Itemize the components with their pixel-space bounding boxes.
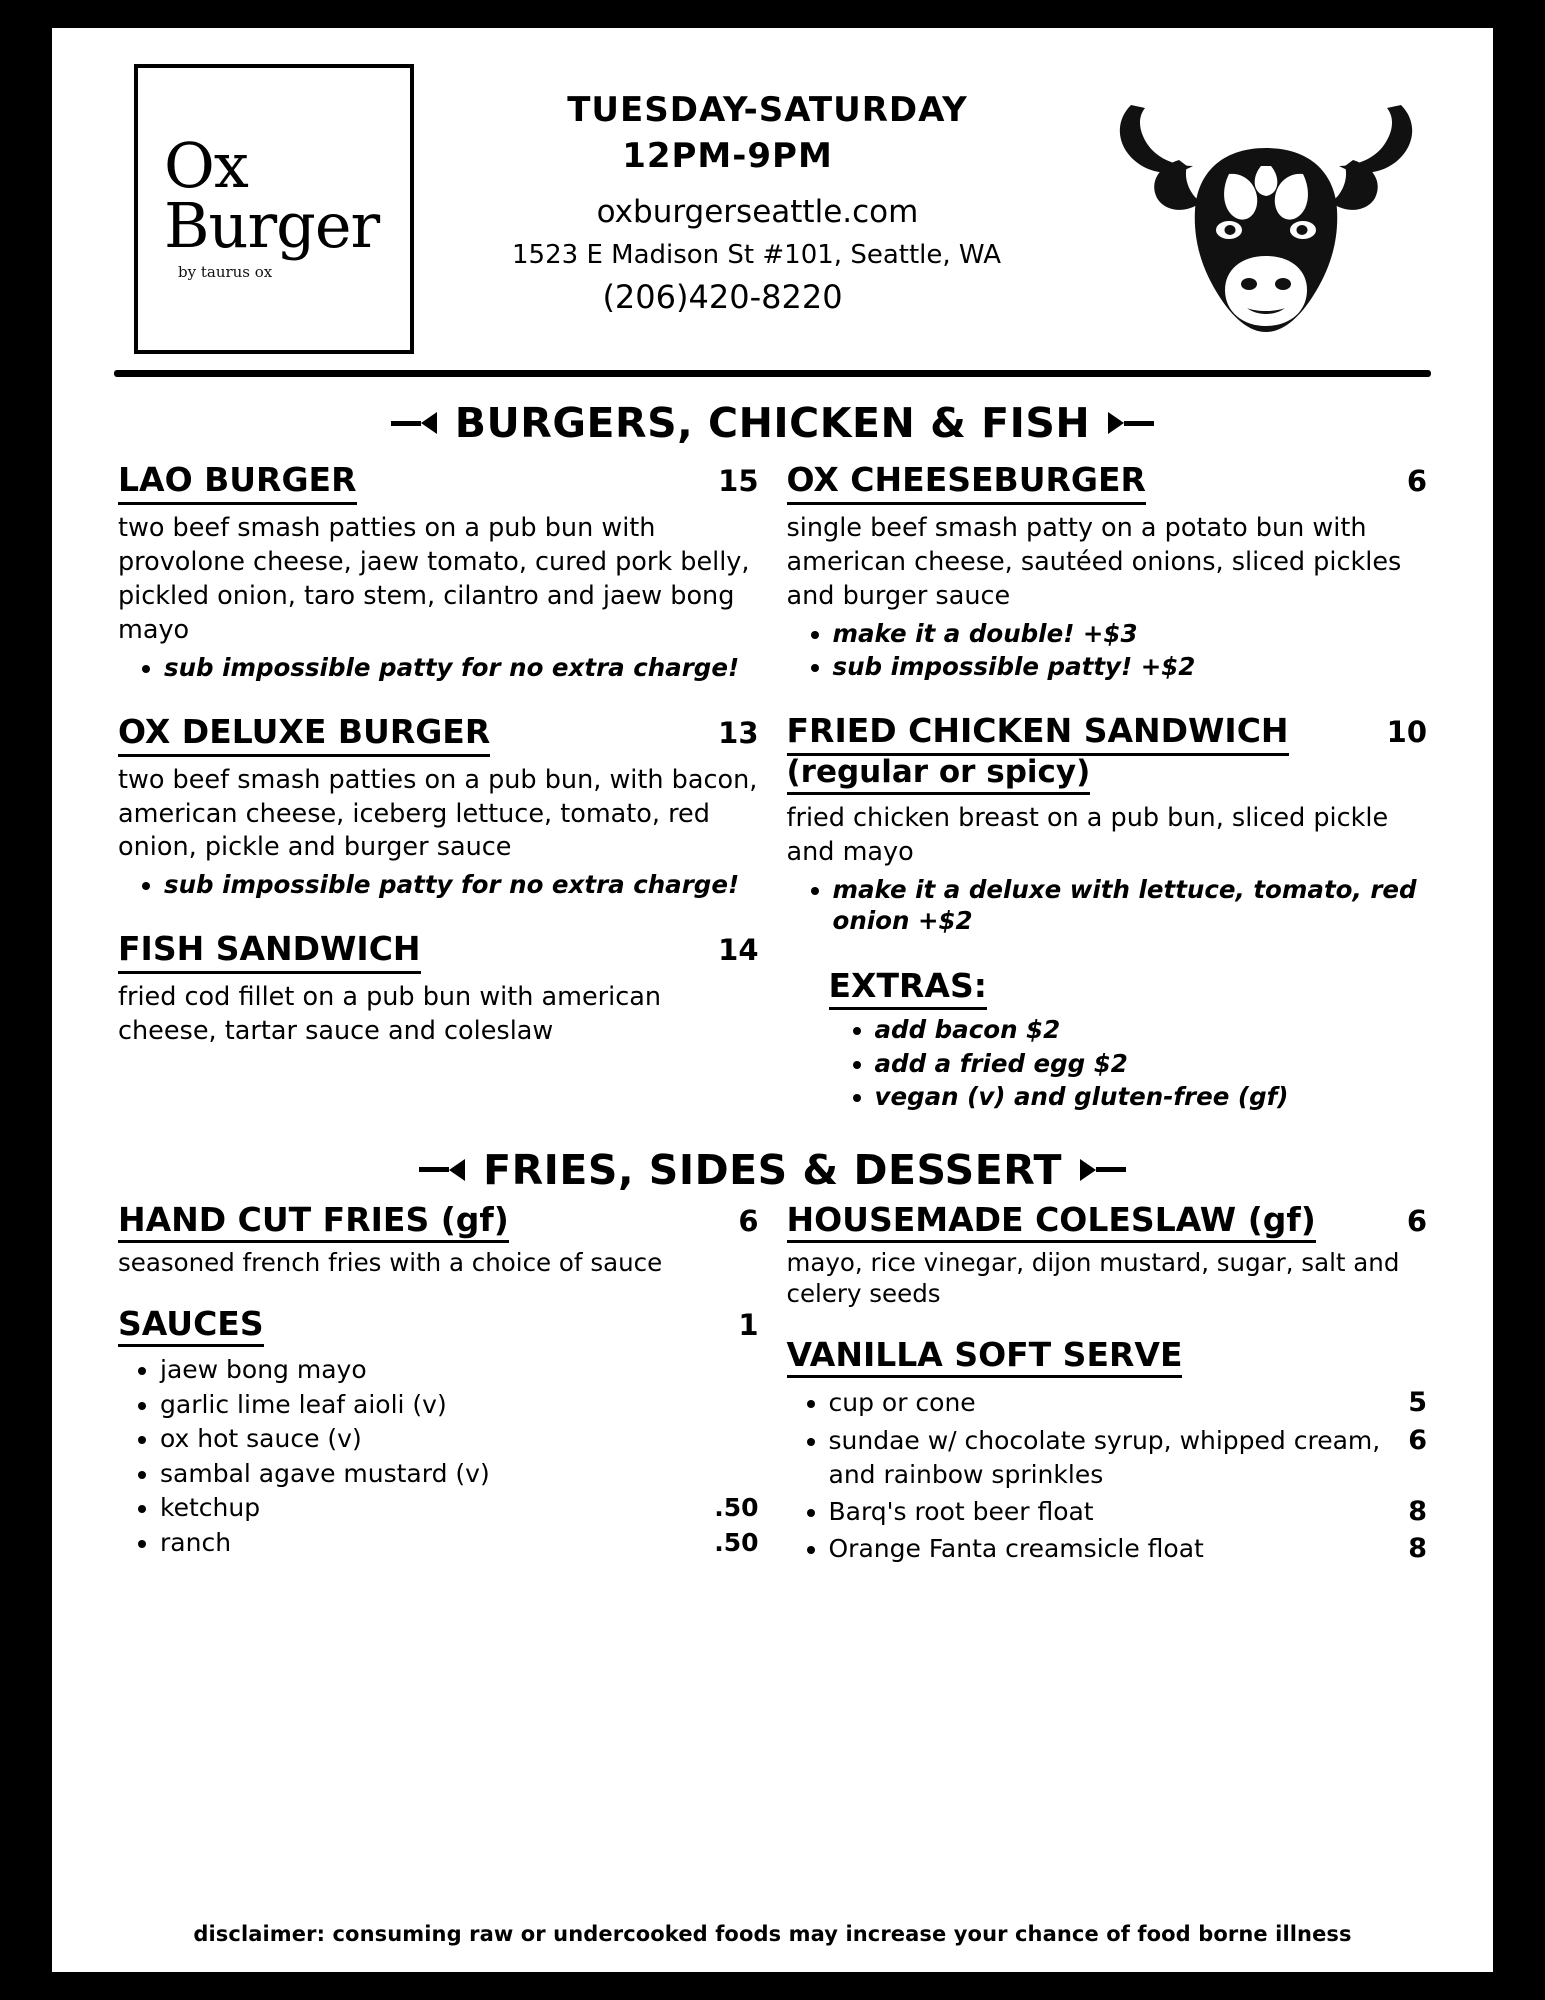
item-name: SAUCES bbox=[118, 1304, 264, 1347]
item-name: LAO BURGER bbox=[118, 461, 357, 505]
sauce-price: .50 bbox=[714, 1493, 759, 1523]
list-item bbox=[160, 1457, 759, 1492]
item-note: • sub impossible patty for no extra charge! bbox=[164, 652, 759, 683]
item-name-text: HAND CUT FRIES bbox=[118, 1199, 430, 1239]
sauce-price: .50 bbox=[714, 1527, 759, 1557]
extras-list bbox=[829, 1014, 1428, 1111]
list-item bbox=[160, 1491, 759, 1526]
item-note: • sub impossible patty for no extra charge! bbox=[164, 869, 759, 900]
list-item bbox=[160, 1526, 759, 1561]
sauce-label: • ketchup bbox=[160, 1493, 261, 1523]
item-description: seasoned french fries with a choice of sauce bbox=[118, 1247, 663, 1277]
sides-column-right bbox=[787, 1200, 1428, 1567]
sauces-list bbox=[118, 1353, 759, 1560]
list-item bbox=[160, 1388, 759, 1423]
menu-item-housemade-coleslaw bbox=[787, 1200, 1428, 1310]
address-text: 1523 E Madison St #101, Seattle, WA bbox=[512, 239, 1001, 270]
sauce-label: • jaew bong mayo bbox=[160, 1355, 367, 1385]
item-name bbox=[118, 1200, 509, 1243]
item-note: • make it a double! +$3 bbox=[833, 618, 1428, 649]
dessert-label: • sundae w/ chocolate syrup, whipped cream, and rainbow sprinkles bbox=[828, 1425, 1381, 1490]
section-title-text: FRIES, SIDES & DESSERT bbox=[483, 1145, 1062, 1194]
list-item bbox=[829, 1384, 1428, 1421]
item-name-suffix: (gf) bbox=[440, 1199, 509, 1239]
menu-columns bbox=[104, 461, 1441, 1142]
logo-line-2: Burger bbox=[164, 189, 380, 263]
sauce-label: • sambal agave mustard (v) bbox=[160, 1458, 490, 1488]
item-price: 10 bbox=[1386, 714, 1427, 749]
menu-item-sauces bbox=[118, 1304, 759, 1560]
menu-item-lao-burger bbox=[118, 461, 759, 683]
item-price: 6 bbox=[738, 1203, 759, 1238]
menu-page bbox=[52, 28, 1493, 1972]
extras-title: EXTRAS: bbox=[829, 966, 987, 1010]
soft-serve-list bbox=[787, 1384, 1428, 1567]
menu-item-vanilla-soft-serve bbox=[787, 1335, 1428, 1567]
item-notes bbox=[118, 869, 759, 900]
sauce-label: • ox hot sauce (v) bbox=[160, 1424, 362, 1454]
item-price: 13 bbox=[718, 715, 759, 750]
item-name-text: HOUSEMADE COLESLAW bbox=[786, 1199, 1237, 1239]
dessert-label: • cup or cone bbox=[828, 1388, 976, 1418]
item-description: mayo, rice vinegar, dijon mustard, sugar, salt and celery seeds bbox=[786, 1247, 1400, 1309]
extras-item: • add a fried egg $2 bbox=[875, 1048, 1428, 1079]
ox-head-icon bbox=[1101, 70, 1431, 360]
menu-header bbox=[104, 54, 1441, 360]
sauce-label: • ranch bbox=[160, 1527, 232, 1557]
list-item bbox=[160, 1422, 759, 1457]
dessert-price: 6 bbox=[1408, 1424, 1427, 1456]
item-price: 6 bbox=[1406, 464, 1427, 498]
dessert-label: • Barq's root beer float bbox=[828, 1496, 1094, 1526]
item-price: 15 bbox=[718, 464, 759, 498]
sides-column-left bbox=[118, 1200, 759, 1567]
section-heading-fries bbox=[104, 1146, 1441, 1194]
phone-number[interactable]: (206)420-8220 bbox=[602, 277, 843, 316]
sauce-label: • garlic lime leaf aioli (v) bbox=[160, 1389, 447, 1419]
menu-column-left bbox=[118, 461, 759, 1142]
hours-days: TUESDAY-SATURDAY bbox=[567, 90, 968, 130]
item-name: OX DELUXE BURGER bbox=[118, 713, 490, 757]
item-notes bbox=[118, 652, 759, 683]
item-notes bbox=[787, 874, 1428, 936]
item-price: 1 bbox=[738, 1308, 759, 1343]
item-description: two beef smash patties on a pub bun, with bacon, american cheese, iceberg lettuce, tomato, red onion, pickle and burger sauce bbox=[118, 764, 758, 863]
item-name: OX CHEESEBURGER bbox=[787, 461, 1146, 505]
item-price: 14 bbox=[718, 933, 759, 968]
item-price: 6 bbox=[1406, 1203, 1427, 1238]
item-name-second-line: (regular or spicy) bbox=[787, 754, 1091, 796]
list-item bbox=[829, 1422, 1428, 1493]
item-description: fried cod fillet on a pub bun with american cheese, tartar sauce and coleslaw bbox=[118, 982, 662, 1047]
section-title-text: BURGERS, CHICKEN & FISH bbox=[454, 399, 1091, 447]
dessert-price: 8 bbox=[1408, 1532, 1427, 1564]
item-description: single beef smash patty on a potato bun with american cheese, sautéed onions, sliced pickles and burger sauce bbox=[786, 512, 1402, 611]
header-divider bbox=[114, 370, 1431, 377]
extras-item: • vegan (v) and gluten-free (gf) bbox=[875, 1081, 1428, 1112]
list-item bbox=[160, 1353, 759, 1388]
item-name: FISH SANDWICH bbox=[118, 930, 421, 974]
item-name: FRIED CHICKEN SANDWICH bbox=[787, 712, 1289, 756]
menu-extras bbox=[787, 966, 1428, 1111]
item-notes bbox=[787, 618, 1428, 682]
logo-subtitle: by taurus ox bbox=[178, 263, 273, 282]
dessert-label: • Orange Fanta creamsicle float bbox=[828, 1533, 1204, 1563]
section-heading-burgers bbox=[104, 399, 1441, 447]
item-name: VANILLA SOFT SERVE bbox=[787, 1335, 1183, 1378]
item-name-suffix: (gf) bbox=[1247, 1199, 1316, 1239]
menu-item-ox-deluxe-burger bbox=[118, 713, 759, 901]
menu-item-fish-sandwich bbox=[118, 930, 759, 1049]
list-item bbox=[829, 1493, 1428, 1530]
item-description: fried chicken breast on a pub bun, sliced pickle and mayo bbox=[786, 803, 1389, 868]
item-note: • make it a deluxe with lettuce, tomato, red onion +$2 bbox=[833, 874, 1428, 936]
extras-item: • add bacon $2 bbox=[875, 1014, 1428, 1045]
dessert-price: 8 bbox=[1408, 1495, 1427, 1527]
website-link[interactable]: oxburgerseattle.com bbox=[596, 193, 919, 230]
menu-column-right bbox=[787, 461, 1428, 1142]
menu-item-ox-cheeseburger bbox=[787, 461, 1428, 682]
item-description: two beef smash patties on a pub bun with provolone cheese, jaew tomato, cured pork belly, pickled onion, taro stem, cilantro and jaew bong mayo bbox=[118, 512, 750, 645]
dessert-price: 5 bbox=[1408, 1387, 1427, 1419]
sides-columns bbox=[104, 1200, 1441, 1567]
disclaimer-text: disclaimer: consuming raw or undercooked foods may increase your chance of food borne illness bbox=[193, 1922, 1352, 1946]
menu-item-fried-chicken-sandwich bbox=[787, 712, 1428, 937]
header-info bbox=[404, 64, 1131, 316]
item-name bbox=[787, 1200, 1316, 1243]
logo-line-1: Ox bbox=[164, 128, 248, 202]
item-note: • sub impossible patty! +$2 bbox=[833, 651, 1428, 682]
list-item bbox=[829, 1530, 1428, 1567]
hours-time: 12PM-9PM bbox=[622, 135, 833, 176]
menu-item-hand-cut-fries bbox=[118, 1200, 759, 1278]
